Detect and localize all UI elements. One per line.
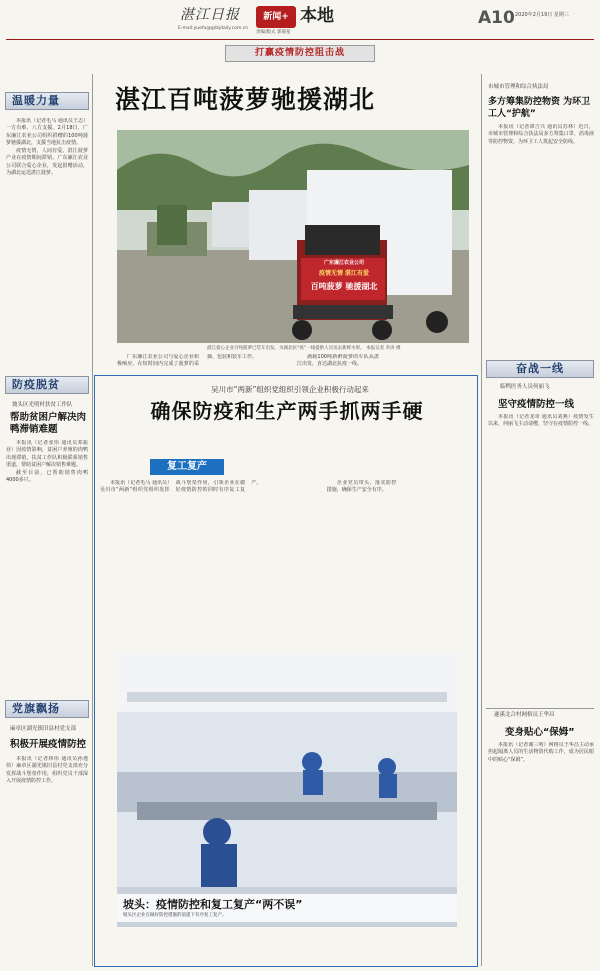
- paragraph: 疫情无情，人间有爱。湛江菠萝产业在疫情期间滞销，广东廉江农业公司联合爱心企业，发起捐赠活动，为湖北运送湛江菠萝。: [6, 148, 88, 176]
- campaign-banner: 打赢疫情防控阻击战: [225, 45, 375, 62]
- paragraph: 本报讯（记者谭吉兴 通讯员苏林）近日，市城市管理和综合执法局多方筹集口罩、消毒液等防控物资，为环卫工人筑起安全防线。: [488, 124, 594, 145]
- right-title-3: 变身贴心“保姆”: [505, 727, 575, 738]
- right-col-head-frontline: 奋战一线: [486, 360, 594, 378]
- right-title-2: 坚守疫情防控一线: [498, 399, 575, 410]
- right-text-1: [488, 124, 594, 350]
- truck-banner-line2: 疫情无情 湛江有爱: [318, 270, 370, 277]
- masthead: [0, 0, 600, 40]
- right-text-2: [488, 414, 594, 706]
- paragraph: 本报讯（记者林伟 通讯员孙逸伟）麻章区湖光镇旧县村党支部充分发挥战斗堡垒作用，组织党员干部深入开展疫情防控工作。: [6, 756, 88, 784]
- column-divider: [481, 74, 482, 966]
- factory-photo-caption: 坡头区企业在做好防控措施的前提下有序复工复产。: [123, 912, 227, 918]
- masthead-rule: [6, 39, 594, 40]
- factory-photo: [117, 652, 457, 927]
- paragraph: 截至目前，已帮助销售肉鸭4000多只。: [6, 470, 88, 484]
- top-story-text: [117, 354, 469, 372]
- page-number: A10: [478, 8, 515, 28]
- right-sub-2: 临鸭医务人员何丽飞: [500, 384, 550, 390]
- truck-banner-line3: 百吨菠萝 驰援湖北: [310, 282, 378, 291]
- right-text-3: [488, 742, 594, 966]
- column-divider: [92, 74, 93, 966]
- paragraph: 广东廉江农业公司与爱心企业积极响应，在短时间内完成了菠萝的采摘、包装和装车工作。: [117, 354, 258, 368]
- middle-kicker: 吴川市“两新”组织党组织引领企业积极行动起来: [211, 385, 369, 394]
- col-head-poverty: 防疫脱贫: [5, 376, 89, 394]
- right-divider: [486, 708, 594, 709]
- email: E-mail:yuefu@gdzjdaily.com.cn: [178, 26, 249, 31]
- paragraph: 满载100吨新鲜菠萝的车队从湛江出发，直达湖北抗疫一线。: [297, 354, 379, 368]
- col-sub-poverty: 坡头区光明村扶贫工作队: [12, 402, 73, 408]
- reopening-tab: 复工复产: [150, 459, 224, 475]
- truck-banner-line1: 广东廉江农业公司: [323, 260, 364, 266]
- newspaper-logo: 湛江日报: [180, 7, 240, 23]
- section-title: 本地: [300, 6, 334, 26]
- top-headline: 湛江百吨菠萝驰援湖北: [115, 85, 376, 114]
- factory-photo-title: 坡头：疫情防控和复工复产“两不误”: [123, 898, 303, 911]
- right-title-1: 多方筹集防控物资 为环卫工人“护航”: [488, 97, 591, 120]
- col-head-party: 党旗飘扬: [5, 700, 89, 718]
- paragraph: 本报讯（记者张伟 通讯员邓振业）因疫情影响，贫困户养殖的肉鸭出现滞销，扶贫工作队积极联系销售渠道，帮助贫困户解决销售难题。: [6, 440, 88, 468]
- col-title-party: 积极开展疫情防控: [10, 739, 87, 750]
- col-head-warmth: 温暖力量: [5, 92, 89, 110]
- top-photo-caption: 湛江爱心企业百吨菠萝已装车出发，为湖北抗“疫”一线提供人员送去新鲜水果。 本报记者 李涛 摄: [207, 346, 401, 351]
- col-sub-party: 麻章区湖光镇旧县村党支部: [10, 726, 77, 732]
- right-sub-3: 遂溪北合村网格员王华昌: [494, 712, 555, 718]
- middle-headline: 确保防疫和生产两手抓两手硬: [150, 399, 424, 423]
- truck-photo: [117, 130, 469, 343]
- col-text-poverty: [6, 440, 88, 670]
- paragraph: 本报讯（记者毛马 通讯员）吴川市“两新”组织党组织发挥战斗堡垒作用，引领企业在做好疫情防控的同时有序复工复产。: [100, 480, 262, 494]
- col-text-warmth: [6, 118, 88, 370]
- middle-story-text: [100, 480, 472, 646]
- paragraph: 企业党员带头，落实防控措施，确保生产安全有序。: [326, 480, 397, 494]
- col-title-poverty: 帮助贫困户解决肉鸭滞销难题: [10, 412, 87, 435]
- editor-credit: 责编/版式 郭菊星: [256, 30, 291, 35]
- paragraph: 本报讯（记者谢三明）网格员王华昌主动承担起隔离人员的生活物资代购工作，成为居民眼中的贴心“保姆”。: [488, 742, 594, 763]
- paragraph: 本报讯（记者毛马 通讯员王志）一方有难，八方支援。2月18日，广东廉江农业公司组织捐赠的100吨菠萝驰援湖北，支援当地抗击疫情。: [6, 118, 88, 146]
- section-badge: 新闻+: [256, 6, 296, 28]
- col-text-party: [6, 756, 88, 966]
- issue-date: 2020年2月19日 星期三: [515, 12, 569, 18]
- factory-photo-overlay: [117, 894, 457, 922]
- right-head-1: 市城市管理和综合执法局: [488, 84, 549, 90]
- paragraph: 本报讯（记者龙章 通讯员刘燕）疫情发生以来，何丽飞主动请缨，坚守在疫情防控一线。: [488, 414, 594, 428]
